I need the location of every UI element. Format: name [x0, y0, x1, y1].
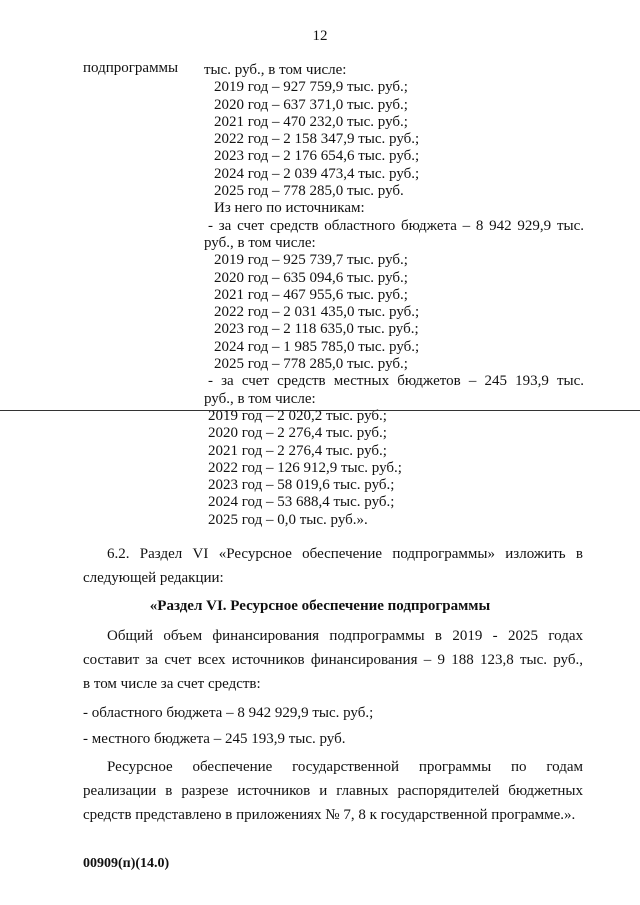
section-heading: «Раздел VI. Ресурсное обеспечение подпрограммы [149, 598, 491, 614]
year-line: 2023 год – 2 176 654,6 тыс. руб.; [214, 148, 420, 165]
year-line: 2019 год – 927 759,9 тыс. руб.; [214, 79, 408, 96]
year-line: 2020 год – 635 094,6 тыс. руб.; [214, 269, 408, 286]
regional-budget-line: - за счет средств областного бюджета – 8 942 929,9 тыс. [208, 217, 584, 234]
horizontal-rule [0, 410, 640, 411]
paragraph-line: Ресурсное обеспечение государственной программы по годам [107, 759, 583, 775]
year-line: 2020 год – 637 371,0 тыс. руб.; [214, 96, 408, 113]
paragraph-line: в том числе за счет средств: [83, 676, 261, 692]
paragraph-resource-support [83, 755, 583, 827]
local-budget-line-cont: руб., в том числе: [204, 390, 316, 407]
year-line: 2021 год – 467 955,6 тыс. руб.; [214, 286, 408, 303]
paragraph-line: - областного бюджета – 8 942 929,9 тыс. руб.; [83, 705, 374, 721]
paragraph-line: составит за счет всех источников финансирования – 9 188 123,8 тыс. руб., [83, 652, 583, 668]
total-years-list [204, 79, 584, 217]
local-years-list [204, 408, 584, 529]
year-line: 2022 год – 126 912,9 тыс. руб.; [208, 459, 402, 476]
year-line: 2025 год – 778 285,0 тыс. руб.; [214, 356, 408, 373]
funding-intro: тыс. руб., в том числе: [204, 62, 347, 78]
paragraph-line: Общий объем финансирования подпрограммы в 2019 - 2025 годах [107, 628, 583, 644]
funding-block [204, 62, 584, 529]
year-line: 2022 год – 2 158 347,9 тыс. руб.; [214, 131, 420, 148]
paragraph-total-funding [83, 624, 583, 696]
paragraph-regional [83, 701, 583, 725]
year-line: 2019 год – 2 020,2 тыс. руб.; [208, 407, 387, 424]
paragraph-local [83, 727, 583, 751]
year-line: 2023 год – 2 118 635,0 тыс. руб.; [214, 321, 419, 338]
regional-budget-line-cont: руб., в том числе: [204, 234, 316, 251]
year-line: 2024 год – 1 985 785,0 тыс. руб.; [214, 338, 420, 355]
item-6-2 [83, 542, 583, 590]
item-6-2-line: 6.2. Раздел VI «Ресурсное обеспечение подпрограммы» изложить в [107, 546, 583, 562]
year-line: 2023 год – 58 019,6 тыс. руб.; [208, 477, 395, 494]
paragraph-line: средств представлено в приложениях № 7, 8 к государственной программе.». [83, 807, 576, 823]
sources-label: Из него по источникам: [214, 200, 365, 217]
regional-years-list [204, 252, 584, 373]
year-line: 2024 год – 53 688,4 тыс. руб.; [208, 494, 395, 511]
left-column-label: подпрограммы [83, 60, 179, 76]
year-line: 2025 год – 0,0 тыс. руб.». [208, 511, 368, 528]
paragraph-line: реализации в разрезе источников и главных распорядителей бюджетных [83, 783, 583, 799]
year-line: 2025 год – 778 285,0 тыс. руб. [214, 183, 404, 200]
paragraph-line: - местного бюджета – 245 193,9 тыс. руб. [83, 731, 346, 747]
page-number: 12 [312, 28, 328, 44]
year-line: 2022 год – 2 031 435,0 тыс. руб.; [214, 304, 420, 321]
year-line: 2021 год – 470 232,0 тыс. руб.; [214, 113, 408, 130]
year-line: 2024 год – 2 039 473,4 тыс. руб.; [214, 165, 420, 182]
year-line: 2021 год – 2 276,4 тыс. руб.; [208, 442, 387, 459]
local-budget-line: - за счет средств местных бюджетов – 245 193,9 тыс. [208, 373, 584, 390]
year-line: 2019 год – 925 739,7 тыс. руб.; [214, 252, 408, 269]
document-code: 00909(п)(14.0) [83, 856, 170, 871]
item-6-2-line: следующей редакции: [83, 570, 224, 586]
year-line: 2020 год – 2 276,4 тыс. руб.; [208, 425, 387, 442]
